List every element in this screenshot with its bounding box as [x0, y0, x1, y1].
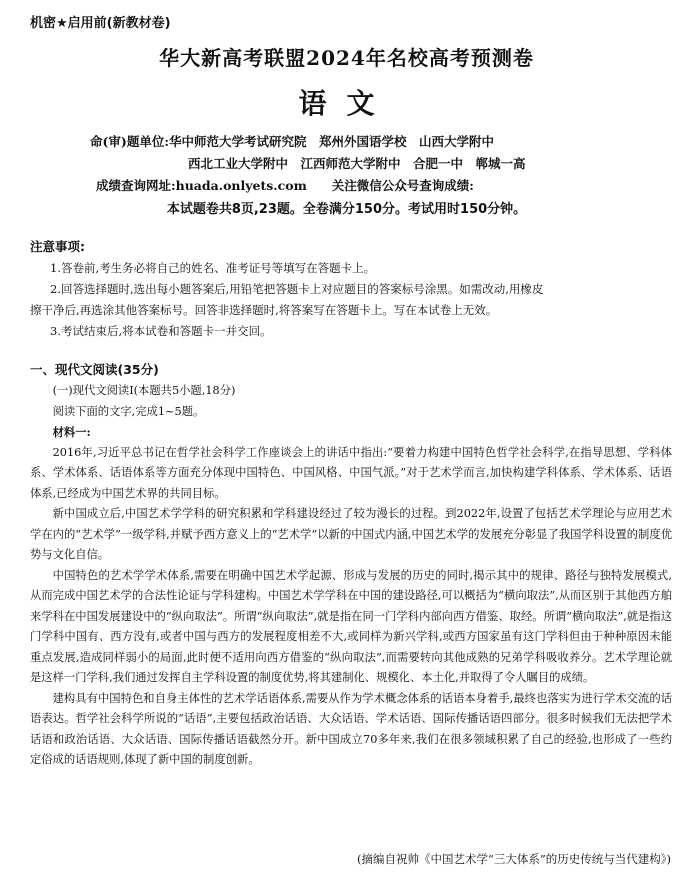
reading-passage — [30, 381, 672, 771]
paragraph-2: 新中国成立后,中国艺术学学科的研究积累和学科建设经过了较为漫长的过程。到2022年,设置了包括艺术学理论与应用艺术学在内的“艺术学”一级学科,并赋予西方意义上的“艺术学”以新的中国式内涵,中国艺术学的发展充分彰显了我国学科设置的制度优势与文化自信。 — [30, 507, 672, 561]
subject-title: 语文 — [298, 87, 395, 120]
paragraph-4: 建构具有中国特色和自身主体性的艺术学话语体系,需要从作为学术概念体系的话语本身着手,最终也落实为进行学术交流的话语表达。哲学社会科学所说的“话语”,主要包括政治话语、大众话语、学术话语、国际传播话语四部分。很多时候我们无法把学术话语和政治话语、大众话语、国际传播话语截然分开。新中国成立70多年来,我们在很多领域积累了自己的经验,也形成了一些约定俗成的话语规则,体现了新中国的制度创新。 — [30, 691, 672, 766]
authors-line-1: 命(审)题单位:华中师范大学考试研究院 郑州外国语学校 山西大学附中 — [90, 134, 494, 149]
score-query-line: 成绩查询网址:huada.onlyets.com 关注微信公众号查询成绩: — [96, 178, 474, 193]
secret-label: 机密★启用前(新教材卷) — [30, 16, 171, 31]
note-item-2: 2.回答选择题时,选出每小题答案后,用铅笔把答题卡上对应题目的答案标号涂黑。如需改动,用橡皮 — [50, 282, 544, 296]
notes-heading: 注意事项: — [30, 239, 85, 254]
notes-list — [30, 258, 672, 342]
source-citation: (摘编自祝帅《中国艺术学“三大体系”的历史传统与当代建构》) — [357, 852, 671, 866]
authors-line-2: 西北工业大学附中 江西师范大学附中 合肥一中 郸城一高 — [188, 156, 526, 171]
instruction: 阅读下面的文字,完成1~5题。 — [52, 404, 205, 418]
exam-summary: 本试题卷共8页,23题。全卷满分150分。考试用时150分钟。 — [166, 202, 527, 217]
note-item-3: 3.考试结束后,将本试卷和答题卡一并交回。 — [50, 324, 272, 338]
subsection-heading: (一)现代文阅读Ⅰ(本题共5小题,18分) — [52, 384, 236, 397]
section-heading: 一、现代文阅读(35分) — [30, 362, 159, 377]
note-item-2-cont: 擦干净后,再选涂其他答案标号。回答非选择题时,将答案写在答题卡上。写在本试卷上无效。 — [30, 303, 498, 317]
paragraph-3: 中国特色的艺术学学术体系,需要在明确中国艺术学起源、形成与发展的历史的同时,揭示其中的规律、路径与独特发展模式,从而完成中国艺术学的合法性论证与学科建构。中国艺术学学科在中国的建设路径,可以概括为“横向取法”,从而区别于其他西方舶来学科在中国发展建设中的“纵向取法”。所谓“纵向取法”,就是指在同一门学科内部向西方借鉴、取经。所谓“横向取法”,就是指这门学科中国有、西方没有,或者中国与西方的发展程度相差不大,或同样为新兴学科,或西方国家虽有这门学科但由于种种原因未能重点发展,造成同样弱小的局面,此时便不适用向西方借鉴的“纵向取法”,而需要转向其他成熟的兄弟学科吸收养分。艺术学理论就是这样一门学科,我们通过发挥自主学科设置的制度优势,将其建制化、规模化、本土化,并取得了令人瞩目的成绩。 — [30, 568, 672, 684]
material-label: 材料一: — [52, 425, 91, 439]
note-item-1: 1.答卷前,考生务必将自己的姓名、准考证号等填写在答题卡上。 — [50, 261, 376, 275]
exam-title: 华大新高考联盟2024年名校高考预测卷 — [159, 46, 534, 70]
paragraph-1: 2016年,习近平总书记在哲学社会科学工作座谈会上的讲话中指出:“要着力构建中国特色哲学社会科学,在指导思想、学科体系、学术体系、话语体系等方面充分体现中国特色、中国风格、中国气派。”对于艺术学而言,加快构建学科体系、学术体系、话语体系,已经成为中国艺术界的共同目标。 — [30, 445, 672, 500]
